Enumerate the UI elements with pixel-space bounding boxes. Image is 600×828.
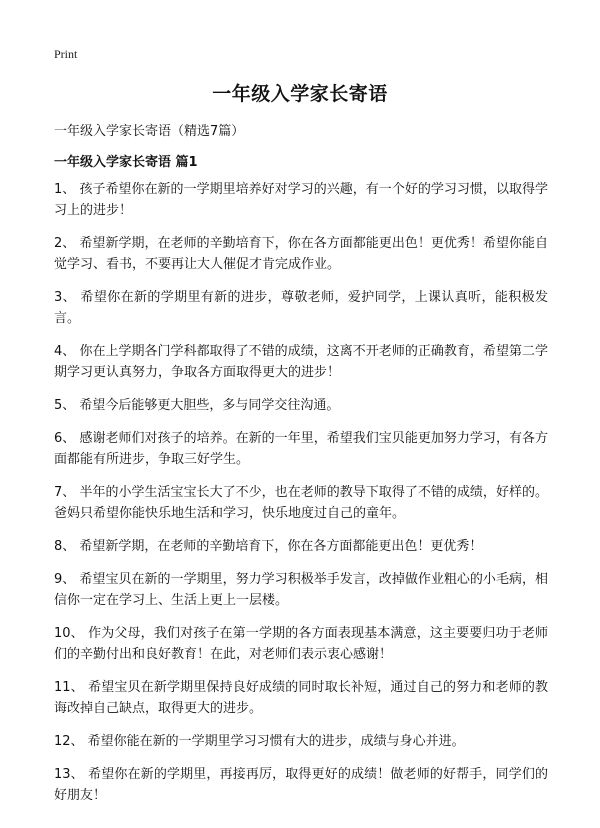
paragraph: 3、 希望你在新的学期里有新的进步，尊敬老师，爱护同学，上课认真听，能积极发言。 (54, 290, 548, 326)
paragraph: 13、 希望你在新的学期里，再接再厉，取得更好的成绩！做老师的好帮手，同学们的好朋友！ (54, 767, 548, 803)
paragraph: 2、 希望新学期，在老师的辛勤培育下，你在各方面都能更出色！更优秀！希望你能自觉学习、看书，不要再让大人催促才肯完成作业。 (54, 236, 548, 272)
paragraph: 7、 半年的小学生活宝宝长大了不少，也在老师的教导下取得了不错的成绩，好样的。爸妈只希望你能快乐地生活和学习，快乐地度过自己的童年。 (54, 485, 548, 521)
paragraph: 6、 感谢老师们对孩子的培养。在新的一年里，希望我们宝贝能更加努力学习，有各方面都能有所进步，争取三好学生。 (54, 431, 548, 467)
paragraph: 9、 希望宝贝在新的一学期里，努力学习积极举手发言，改掉做作业粗心的小毛病，相信你一定在学习上、生活上更上一层楼。 (54, 572, 548, 608)
document-title: 一年级入学家长寄语 (212, 83, 388, 105)
paragraph: 11、 希望宝贝在新学期里保持良好成绩的同时取长补短，通过自己的努力和老师的教诲改掉自己缺点，取得更大的进步。 (54, 680, 548, 716)
paragraph: 8、 希望新学期，在老师的辛勤培育下，你在各方面都能更出色！更优秀！ (54, 539, 483, 554)
paragraph: 4、 你在上学期各门学科都取得了不错的成绩，这离不开老师的正确教育，希望第二学期学习更认真努力，争取各方面取得更大的进步！ (54, 344, 548, 380)
document-subtitle: 一年级入学家长寄语（精选7篇） (54, 124, 245, 139)
paragraph: 10、 作为父母，我们对孩子在第一学期的各方面表现基本满意，这主要要归功于老师们的辛勤付出和良好教育！在此，对老师们表示衷心感谢！ (54, 626, 548, 662)
paragraph: 1、 孩子希望你在新的一学期里培养好对学习的兴趣，有一个好的学习习惯，以取得学习上的进步！ (54, 182, 548, 218)
print-label: Print (54, 47, 78, 61)
paragraph-list (54, 179, 548, 818)
paragraph: 12、 希望你能在新的一学期里学习习惯有大的进步，成绩与身心并进。 (54, 734, 465, 749)
paragraph: 5、 希望今后能够更大胆些，多与同学交往沟通。 (54, 398, 340, 413)
section-heading: 一年级入学家长寄语 篇1 (54, 155, 198, 170)
